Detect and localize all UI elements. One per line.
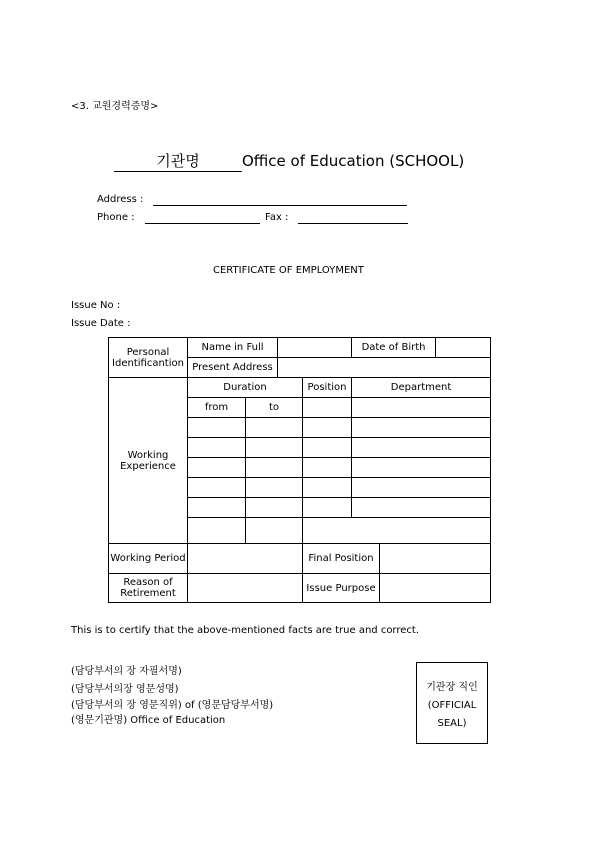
table-cell	[303, 498, 352, 518]
reason-of-retirement-label: Reason of Retirement	[109, 574, 188, 603]
personal-identification-label: Personal Identificantion	[109, 338, 188, 378]
institution-placeholder: 기관명	[114, 150, 242, 172]
signature-line: (담당부서의 장 자필서명)	[71, 666, 182, 677]
table-cell	[246, 478, 303, 498]
seal-line: (OFFICIAL	[427, 700, 477, 711]
certify-statement: This is to certify that the above-mentioned facts are true and correct.	[71, 625, 420, 636]
reason-of-retirement-value	[188, 574, 303, 603]
title-suffix: Office of Education (SCHOOL)	[242, 152, 465, 170]
table-cell	[352, 438, 491, 458]
certificate-title: CERTIFICATE OF EMPLOYMENT	[213, 265, 364, 276]
from-label: from	[188, 398, 246, 418]
fax-label: Fax :	[265, 212, 289, 223]
signature-line: (영문기관명) Office of Education	[71, 715, 226, 726]
department-label: Department	[352, 378, 491, 398]
seal-line: SEAL)	[437, 718, 467, 729]
employment-form-table	[108, 337, 491, 603]
date-of-birth-label: Date of Birth	[352, 338, 436, 358]
table-cell	[303, 438, 352, 458]
name-in-full-label: Name in Full	[188, 338, 278, 358]
table-cell	[303, 418, 352, 438]
signature-line: (담당부서의 장 영문직위) of (영문담당부서명)	[71, 700, 274, 711]
table-cell	[352, 458, 491, 478]
present-address-value	[278, 358, 491, 378]
table-cell	[303, 398, 352, 418]
phone-line	[145, 223, 260, 224]
page-title	[114, 150, 464, 172]
table-cell	[246, 438, 303, 458]
final-position-value	[380, 544, 491, 574]
official-seal-box	[416, 662, 488, 744]
table-cell	[246, 518, 303, 544]
table-cell	[246, 458, 303, 478]
fax-line	[298, 223, 408, 224]
position-label: Position	[303, 378, 352, 398]
table-cell	[246, 418, 303, 438]
table-cell	[246, 498, 303, 518]
to-label: to	[246, 398, 303, 418]
table-cell	[188, 478, 246, 498]
issue-date-label: Issue Date :	[71, 318, 131, 329]
issue-no-label: Issue No :	[71, 300, 121, 311]
table-cell	[188, 498, 246, 518]
duration-label: Duration	[188, 378, 303, 398]
table-cell	[352, 478, 491, 498]
working-period-label: Working Period	[109, 544, 188, 574]
name-in-full-value	[278, 338, 352, 358]
table-cell	[303, 478, 352, 498]
address-line	[153, 205, 407, 206]
table-cell	[303, 458, 352, 478]
table-cell	[188, 438, 246, 458]
table-cell	[188, 458, 246, 478]
phone-label: Phone :	[97, 212, 135, 223]
issue-purpose-value	[380, 574, 491, 603]
table-cell	[352, 498, 491, 518]
working-experience-label: Working Experience	[109, 378, 188, 544]
present-address-label: Present Address	[188, 358, 278, 378]
working-period-value	[188, 544, 303, 574]
header-tag: <3. 교원경력증명>	[71, 101, 159, 112]
seal-line: 기관장 직인	[426, 682, 478, 693]
table-cell	[352, 398, 491, 418]
table-cell	[188, 518, 246, 544]
table-cell	[188, 418, 246, 438]
date-of-birth-value	[436, 338, 491, 358]
address-label: Address :	[97, 194, 144, 205]
issue-purpose-label: Issue Purpose	[303, 574, 380, 603]
table-cell	[303, 518, 491, 544]
table-cell	[352, 418, 491, 438]
signature-line: (담당부서의장 영문성명)	[71, 684, 179, 695]
final-position-label: Final Position	[303, 544, 380, 574]
